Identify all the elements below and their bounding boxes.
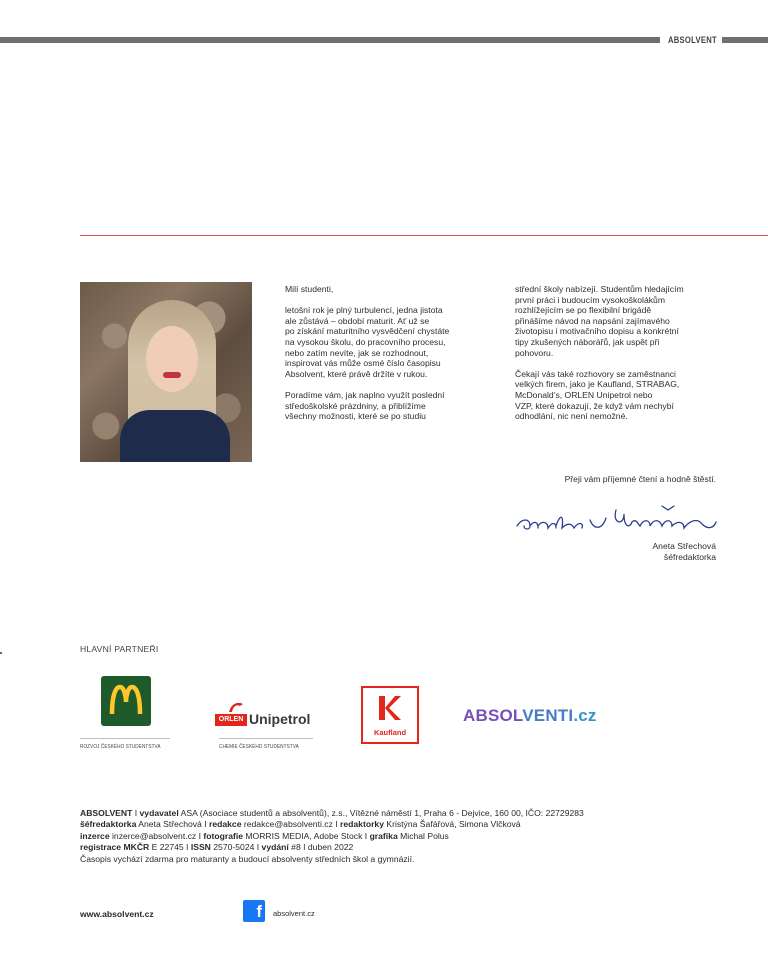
absolventi-logo-part: ABSOL: [463, 706, 523, 725]
orlen-unipetrol-logo[interactable]: [215, 700, 319, 728]
letter-column-2: [515, 284, 725, 432]
imprint-line: šéfredaktorka Aneta Střechová I redakce redakce@absolventi.cz I redaktorky Kristýna Šafářová, Simona Vlčková: [80, 819, 521, 830]
website-link[interactable]: www.absolvent.cz: [80, 909, 154, 919]
section-divider: [80, 235, 768, 236]
header-bar-left: [0, 37, 660, 43]
letter-column-1: [285, 284, 485, 432]
orlen-eagle-icon: [227, 700, 245, 714]
letter-closing: Přeji vám příjemné čtení a hodně štěstí.: [564, 474, 716, 484]
letter-paragraph: Poradíme vám, jak naplno využít poslední středoškolské prázdniny, a přiblížíme všechny možnosti, které se po studiu: [285, 389, 445, 422]
mcdonalds-logo[interactable]: [101, 676, 151, 726]
imprint-line: registrace MKČR E 22745 I ISSN 2570-5024 I vydání #8 I duben 2022: [80, 842, 354, 853]
letter-paragraph: Čekají vás také rozhovory se zaměstnanci velkých firem, jako je Kaufland, STRABAG, McDonald’s, ORLEN Unipetrol nebo VZP, které dokazují, že když vám nechybí odhodlání, nic není nemožné.: [515, 368, 680, 422]
partners-title: HLAVNÍ PARTNEŘI: [80, 644, 159, 654]
handwritten-signature: [512, 500, 722, 536]
author-signature-block: [652, 541, 716, 562]
absolventi-logo-part: .cz: [573, 706, 597, 725]
imprint: [80, 808, 720, 865]
letter-paragraph: střední školy nabízejí. Studentům hledajícím první práci i budoucím vysokoškolákům rozhlížejícím se po flexibilní brigádě přinášíme návod na napsání zajímavého životopisu i motivačního dopisu a konkrétní tipy zkušených náborářů, jak uspět při pohovoru.: [515, 284, 684, 358]
margin-mark: [0, 652, 2, 654]
letter-greeting: Milí studenti,: [285, 284, 334, 294]
kaufland-logo[interactable]: [361, 686, 419, 744]
author-role: šéfredaktorka: [663, 551, 716, 562]
golden-arches-icon: [101, 676, 151, 726]
header-bar-right: [722, 37, 768, 43]
mcdonalds-tagline: ROZVOJ ČESKÉHO STUDENTSTVA: [80, 744, 161, 750]
kaufland-k-icon: [363, 692, 417, 732]
imprint-line: inzerce inzerce@absolvent.cz I fotografie MORRIS MEDIA, Adobe Stock I grafika Michal Polus: [80, 830, 449, 841]
letter-paragraph: letošní rok je plný turbulencí, jedna jistota ale zůstává – období maturit. Ať už se po získání maturitního vysvědčení chystáte na vysokou školu, do pracovního procesu, nebo zatím nevíte, jak se rozhodnout, inspirovat vás může osmé číslo časopisu Absolvent, které právě držíte v rukou.: [285, 305, 450, 379]
mcdonalds-tagline-line: [80, 738, 170, 739]
unipetrol-wordmark: Unipetrol: [249, 711, 311, 727]
header-label: ABSOLVENT: [668, 35, 717, 45]
editor-portrait-photo: [80, 282, 252, 462]
orlen-tagline-line: [219, 738, 313, 739]
author-name: Aneta Střechová: [652, 541, 716, 551]
absolventi-logo-part: VENTI: [522, 706, 574, 725]
kaufland-wordmark: Kaufland: [373, 728, 407, 737]
absolventi-logo[interactable]: [463, 706, 597, 726]
imprint-line: Časopis vychází zdarma pro maturanty a budoucí absolventy středních škol a gymnázií.: [80, 853, 415, 864]
orlen-tagline: CHEMIE ČESKÉHO STUDENTSTVA: [219, 744, 299, 750]
facebook-handle[interactable]: absolvent.cz: [273, 909, 315, 918]
imprint-line: ABSOLVENT I vydavatel ASA (Asociace studentů a absolventů), z.s., Vítězné náměstí 1, Praha 6 - Dejvice, 160 00, IČO: 22729283: [80, 808, 584, 818]
orlen-box: ORLEN: [215, 714, 247, 726]
facebook-icon[interactable]: f: [243, 900, 265, 922]
